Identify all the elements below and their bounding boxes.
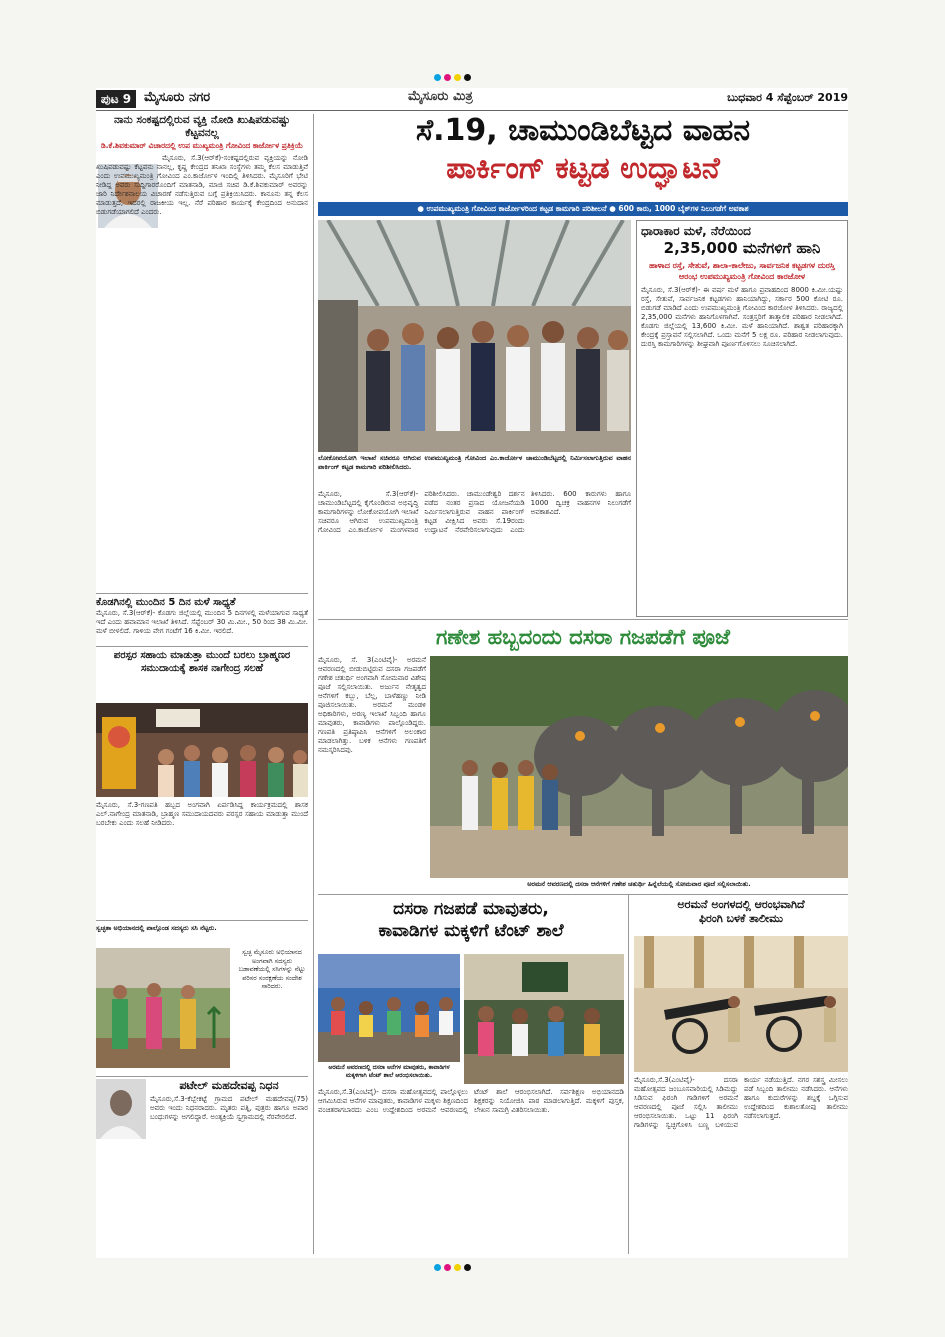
- article-rain-damage: [641, 224, 843, 612]
- lead-photo-caption: ಲೋಕೋಪಯೋಗಿ ಇಲಾಖೆ ಸಚಿವರೂ ಆಗಿರುವ ಉಪಮುಖ್ಯಮಂತ್ರಿ ಗೋವಿಂದ ಎಂ.ಕಾರ್ಜೋಳ ಚಾಮುಂಡಿಬೆಟ್ಟದಲ್ಲಿ ನಿರ್ಮಿಸಲಾಗುತ್ತಿರುವ ವಾಹನ ಪಾರ್ಕಿಂಗ್ ಕಟ್ಟಡ ಕಾಮಗಾರಿ ಪರಿಶೀಲಿಸಿದರು.: [318, 454, 631, 471]
- elephants-photo-caption: ಅರಮನೆ ಆವರಣದಲ್ಲಿ ದಸರಾ ಆನೆಗಳಿಗೆ ಗಣೇಶ ಚತುರ್ಥಿ ಹಿನ್ನೆಲೆಯಲ್ಲಿ ಸೋಮವಾರ ಪೂಜೆ ಸಲ್ಲಿಸಲಾಯಿತು.: [527, 880, 751, 888]
- tent-body-lower: [318, 1088, 624, 1254]
- ganesha-headline: ಗಣೇಶ ಹಬ್ಬದಂದು ದಸರಾ ಗಜಪಡೆಗೆ ಪೂಜೆ: [436, 625, 730, 649]
- body-text: ಮೈಸೂರು, ಸೆ.3(ಆರ್‌ಕೆ)- ಕೊಡಗು ಜಿಲ್ಲೆಯಲ್ಲಿ ಮುಂದಿನ 5 ದಿನಗಳಲ್ಲಿ ಮಳೆಯಾಗುವ ಸಾಧ್ಯತೆ ಇದೆ ಎಂದು ಹವಾಮಾನ ಇಲಾಖೆ ತಿಳಿಸಿದೆ. ಸೆಪ್ಟೆಂಬರ್ 30 ಮಿ.ಮೀ., 50 ರಿಂದ 38 ಮಿ.ಮೀ. ಮಳೆ ಬೀಳಲಿದೆ. ಗಾಳಿಯ ವೇಗ ಗಂಟೆಗೆ 16 ಕಿ.ಮೀ. ಇರಲಿದೆ.: [96, 609, 308, 635]
- obituary-photo: [96, 1079, 146, 1139]
- registration-marks-bottom: [434, 1264, 474, 1271]
- article-shivakumar: [96, 114, 308, 290]
- headline: ಪರಸ್ಪರ ಸಹಾಯ ಮಾಡುತ್ತಾ ಮುಂದೆ ಬರಲು ಬ್ರಾಹ್ಮಣರ ಸಮುದಾಯಕ್ಕೆ ಶಾಸಕ ನಾಗೇಂದ್ರ ಸಲಹೆ: [113, 650, 291, 674]
- article-obituary: [96, 1079, 308, 1255]
- tent-school-photo-2: [464, 954, 624, 1084]
- headline-line2: 2,35,000 ಮನೆಗಳಿಗೆ ಹಾನಿ: [663, 239, 821, 257]
- headline: ಪಟೇಲ್ ಮಹದೇವಪ್ಪ ನಿಧನ: [179, 1079, 279, 1092]
- ganesha-body-text: ಮೈಸೂರು, ಸೆ. 3(ಎಂಟಿವೈ)- ಅರಮನೆ ಆವರಣದಲ್ಲಿ ಬೀಡುಬಿಟ್ಟಿರುವ ದಸರಾ ಗಜಪಡೆಗೆ ಗಣೇಶ ಚತುರ್ಥಿ ಅಂಗವಾಗಿ ಸೋಮವಾರ ವಿಶೇಷ ಪೂಜೆ ಸಲ್ಲಿಸಲಾಯಿತು. ಅರ್ಜುನ ನೇತೃತ್ವದ ಆನೆಗಳಿಗೆ ಕಬ್ಬು, ಬೆಲ್ಲ, ಬಾಳೆಹಣ್ಣು ನೀಡಿ ಪೂಜಿಸಲಾಯಿತು. ಅರಮನೆ ಮಂಡಳಿ ಅಧಿಕಾರಿಗಳು, ಅರಣ್ಯ ಇಲಾಖೆ ಸಿಬ್ಬಂದಿ ಹಾಗೂ ಮಾವುತರು, ಕಾವಾಡಿಗಳು ಪಾಲ್ಗೊಂಡಿದ್ದರು. ಗಣಪತಿ ಪ್ರತಿಷ್ಠಾಪಿಸಿ ಆನೆಗಳಿಗೆ ಅಲಂಕಾರ ಮಾಡಲಾಗಿತ್ತು. ಬಳಿಕ ಆನೆಗಳು ಗಣಪತಿಗೆ ನಮಸ್ಕರಿಸಿದವು.: [318, 656, 426, 754]
- tent-headline-line2: ಕಾವಾಡಿಗಳ ಮಕ್ಕಳಿಗೆ ಟೆಂಟ್ ಶಾಲೆ: [378, 921, 564, 941]
- strap-text: ● ಉಪಮುಖ್ಯಮಂತ್ರಿ ಗೋವಿಂದ ಕಾರ್ಜೋಳರಿಂದ ಕಟ್ಟಡ ಕಾಮಗಾರಿ ಪರಿಶೀಲನೆ ● 600 ಕಾರು, 1000 ಬೈಕ್‌ಗಳ ನಿಲುಗಡೆಗೆ ಅವಕಾಶ: [417, 204, 749, 213]
- headline: ಕೊಡಗಿನಲ್ಲಿ ಮುಂದಿನ 5 ದಿನ ಮಳೆ ಸಾಧ್ಯತೆ: [96, 597, 236, 608]
- lead-headline-line2: ಪಾರ್ಕಿಂಗ್ ಕಟ್ಟಡ ಉದ್ಘಾಟನೆ: [446, 151, 720, 186]
- registration-marks-top: [434, 74, 474, 81]
- lead-photo: [318, 220, 631, 452]
- folio-bar: [96, 88, 848, 111]
- cannon-body: [634, 1076, 848, 1254]
- cannon-headline-line1: ಅರಮನೆ ಅಂಗಳದಲ್ಲಿ ಆರಂಭವಾಗಿದೆ: [677, 898, 805, 911]
- headline-line1: ಧಾರಾಕಾರ ಮಳೆ, ನೆರೆಯಿಂದ: [641, 224, 751, 238]
- ganesha-headline-block: [318, 622, 848, 652]
- cannon-headline-line2: ಫಿರಂಗಿ ಬಳಕೆ ತಾಲೀಮು: [698, 912, 784, 925]
- planting-photo: [96, 948, 230, 1068]
- page-number: ಪುಟ 9: [96, 90, 136, 108]
- photo-caption: ಸ್ವಚ್ಛತಾ ಅಭಿಯಾನದಲ್ಲಿ ಪಾಲ್ಗೊಂಡ ಸದಸ್ಯರು ಸಸಿ ನೆಟ್ಟರು.: [96, 924, 217, 932]
- article-cleanliness: [96, 924, 308, 1074]
- body-text: ಮೈಸೂರು,ಸೆ.3-ಕೆಬ್ಬೇಕಟ್ಟೆ ಗ್ರಾಮದ ಪಟೇಲ್ ಮಹದೇವಪ್ಪ(75) ಅವರು ಇಂದು ನಿಧನರಾದರು. ಮೃತರು ಪತ್ನಿ, ಪುತ್ರರು ಹಾಗೂ ಅಪಾರ ಬಂಧುಗಳನ್ನು ಅಗಲಿದ್ದಾರೆ. ಅಂತ್ಯಕ್ರಿಯೆ ಸ್ವಗ್ರಾಮದಲ್ಲಿ ನೆರವೇರಲಿದೆ.: [150, 1095, 308, 1121]
- cannon-body-text: ಮೈಸೂರು,ಸೆ.3(ಎಂಟಿವೈ)- ದಸರಾ ಮಹೋತ್ಸವದ ಜಂಬೂಸವಾರಿಯಲ್ಲಿ ಸಿಡಿಮದ್ದು ಸಿಡಿಸುವ ಫಿರಂಗಿ ಗಾಡಿಗಳಿಗೆ ಅರಮನೆ ಆವರಣದಲ್ಲಿ ಪೂಜೆ ಸಲ್ಲಿಸಿ ತಾಲೀಮು ಆರಂಭಿಸಲಾಯಿತು. ಒಟ್ಟು 11 ಫಿರಂಗಿ ಗಾಡಿಗಳನ್ನು ಸ್ವಚ್ಛಗೊಳಿಸಿ ಬಣ್ಣ ಬಳಿಯುವ ಕಾರ್ಯ ನಡೆಯುತ್ತಿದೆ. ನಗರ ಸಶಸ್ತ್ರ ಮೀಸಲು ಪಡೆ ಸಿಬ್ಬಂದಿ ತಾಲೀಮು ನಡೆಸಿದರು. ಆನೆಗಳು ಹಾಗೂ ಕುದುರೆಗಳನ್ನು ಶಬ್ದಕ್ಕೆ ಒಗ್ಗಿಸುವ ಉದ್ದೇಶದಿಂದ ಕುಶಾಲತೋಪು ತಾಲೀಮು ನಡೆಸಲಾಗುತ್ತದೆ.: [634, 1076, 848, 1129]
- tent-body-text: ಮೈಸೂರು,ಸೆ.3(ಎಂಟಿವೈ)- ದಸರಾ ಮಹೋತ್ಸವದಲ್ಲಿ ಪಾಲ್ಗೊಳ್ಳಲು ಆಗಮಿಸಿರುವ ಆನೆಗಳ ಮಾವುತರು, ಕಾವಾಡಿಗಳ ಮಕ್ಕಳು ಶಿಕ್ಷಣದಿಂದ ವಂಚಿತರಾಗಬಾರದು ಎಂಬ ಉದ್ದೇಶದಿಂದ ಅರಮನೆ ಆವರಣದಲ್ಲಿ ಟೆಂಟ್ ಶಾಲೆ ಆರಂಭಿಸಲಾಗಿದೆ. ಸರ್ವಶಿಕ್ಷಣ ಅಭಿಯಾನದಡಿ ಶಿಕ್ಷಕರನ್ನು ನಿಯೋಜಿಸಿ ಪಾಠ ಮಾಡಲಾಗುತ್ತಿದೆ. ಮಕ್ಕಳಿಗೆ ಪುಸ್ತಕ, ಲೇಖನ ಸಾಮಗ್ರಿ ವಿತರಿಸಲಾಯಿತು.: [318, 1088, 624, 1114]
- ganesha-body: [318, 656, 426, 876]
- body-text: ಮೈಸೂರು, ಸೆ.3(ಆರ್‌ಕೆ)- ಈ ವರ್ಷ ಮಳೆ ಹಾಗೂ ಪ್ರವಾಹದಿಂದ 8000 ಕಿ.ಮೀ.ಯಷ್ಟು ರಸ್ತೆ, ಸೇತುವೆ, ಸಾರ್ವಜನಿಕ ಕಟ್ಟಡಗಳು ಹಾನಿಯಾಗಿದ್ದು, ಸರ್ಕಾರ 500 ಕೋಟಿ ರೂ. ಬಿಡುಗಡೆ ಮಾಡಿದೆ ಎಂದು ಉಪಮುಖ್ಯಮಂತ್ರಿ ಗೋವಿಂದ ಕಾರಜೋಳ ತಿಳಿಸಿದರು. ರಾಜ್ಯದಲ್ಲಿ 2,35,000 ಮನೆಗಳು ಹಾನಿಗೊಳಗಾಗಿವೆ. ಸಂತ್ರಸ್ತರಿಗೆ ತಾತ್ಕಾಲಿಕ ಪರಿಹಾರ ನೀಡಲಾಗಿದೆ. ಕೊಡಗು ಜಿಲ್ಲೆಯಲ್ಲಿ 13,600 ಕಿ.ಮೀ. ಮಳೆ ಹಾನಿಯಾಗಿದೆ. ಶಾಶ್ವತ ಪರಿಹಾರಕ್ಕಾಗಿ ಕೇಂದ್ರಕ್ಕೆ ಪ್ರಸ್ತಾವನೆ ಸಲ್ಲಿಸಲಾಗಿದೆ. ಒಂದು ಮನೆಗೆ 5 ಲಕ್ಷ ರೂ. ಪರಿಹಾರ ನೀಡಲಾಗುವುದು. ದುರಸ್ತಿ ಕಾಮಗಾರಿಗಳನ್ನು ಶೀಘ್ರವಾಗಿ ಪೂರ್ಣಗೊಳಿಸಲು ಸೂಚಿಸಲಾಗಿದೆ.: [641, 286, 843, 348]
- elephants-photo: [430, 656, 848, 878]
- cannon-photo: [634, 936, 848, 1072]
- newspaper-name: ಮೈಸೂರು ಮಿತ್ರ: [408, 89, 473, 104]
- cannon-headline-block: [634, 898, 848, 934]
- subheadline: ಹಾಳಾದ ರಸ್ತೆ, ಸೇತುವೆ, ಶಾಲಾ-ಕಾಲೇಜು, ಸಾರ್ವಜನಿಕ ಕಟ್ಟಡಗಳ ದುರಸ್ತಿ ಆರಂಭ ಉಪಮುಖ್ಯಮಂತ್ರಿ ಗೋವಿಂದ ಕಾರಜೋಳ: [649, 261, 835, 281]
- tent-school-photo: [318, 954, 460, 1062]
- newspaper-page: [96, 88, 848, 1258]
- body-text: ಮೈಸೂರು, ಸೆ.3(ಆರ್‌ಕೆ)-ಸಂಕಷ್ಟದಲ್ಲಿರುವ ವ್ಯಕ್ತಿಯನ್ನು ನೋಡಿ ಖುಷಿಪಡುವಷ್ಟು ಕೆಟ್ಟವನು ನಾನಲ್ಲ, ಕೃಷ್ಣ ಕೇಂದ್ರದ ತನಿಖಾ ಸಂಸ್ಥೆಗಳು ತಮ್ಮ ಕೆಲಸ ಮಾಡುತ್ತಿವೆ ಎಂದು ಉಪಮುಖ್ಯಮಂತ್ರಿ ಗೋವಿಂದ ಎಂ.ಕಾರ್ಜೋಳ ಇಂದಿಲ್ಲಿ ತಿಳಿಸಿದರು. ಮೈಸೂರಿಗೆ ಭೇಟಿ ನೀಡಿದ್ದ ಅವರು ಸುದ್ದಿಗಾರರೊಂದಿಗೆ ಮಾತನಾಡಿ, ಮಾಜಿ ಸಚಿವ ಡಿ.ಕೆ.ಶಿವಕುಮಾರ್ ಅವರನ್ನು ಜಾರಿ ನಿರ್ದೇಶನಾಲಯ ವಿಚಾರಣೆ ನಡೆಸುತ್ತಿರುವ ಬಗ್ಗೆ ಪ್ರತಿಕ್ರಿಯಿಸಿದರು. ಕಾನೂನು ತನ್ನ ಕೆಲಸ ಮಾಡುತ್ತದೆ, ಇದರಲ್ಲಿ ರಾಜಕೀಯ ಇಲ್ಲ. ನೆರೆ ಪರಿಹಾರ ಕಾರ್ಯಕ್ಕೆ ಕೇಂದ್ರದಿಂದ ಅನುದಾನ ಬಿಡುಗಡೆಯಾಗಲಿದೆ ಎಂದರು.: [96, 154, 308, 216]
- tent-headline-line1: ದಸರಾ ಗಜಪಡೆ ಮಾವುತರು,: [393, 899, 549, 919]
- lead-body-text: ಮೈಸೂರು, ಸೆ.3(ಆರ್‌ಕೆ)- ಚಾಮುಂಡಿಬೆಟ್ಟದಲ್ಲಿ ಕೈಗೊಂಡಿರುವ ಅಭಿವೃದ್ಧಿ ಕಾಮಗಾರಿಗಳನ್ನು ಲೋಕೋಪಯೋಗಿ ಇಲಾಖೆ ಸಚಿವರೂ ಆಗಿರುವ ಉಪಮುಖ್ಯಮಂತ್ರಿ ಗೋವಿಂದ ಎಂ.ಕಾರ್ಜೋಳ ಮಂಗಳವಾರ ಪರಿಶೀಲಿಸಿದರು. ಚಾಮುಂಡೇಶ್ವರಿ ದರ್ಶನ ಪಡೆದ ನಂತರ ಪ್ರಸಾದ ಯೋಜನೆಯಡಿ ನಿರ್ಮಿಸಲಾಗುತ್ತಿರುವ ವಾಹನ ಪಾರ್ಕಿಂಗ್ ಕಟ್ಟಡ ವೀಕ್ಷಿಸಿದ ಅವರು ಸೆ.19ರಂದು ಉದ್ಘಾಟನೆ ನೆರವೇರಿಸಲಾಗುವುದು ಎಂದು ತಿಳಿಸಿದರು. 600 ಕಾರುಗಳು ಹಾಗೂ 1000 ದ್ವಿಚಕ್ರ ವಾಹನಗಳ ನಿಲುಗಡೆಗೆ ಅವಕಾಶವಿದೆ.: [318, 490, 631, 534]
- article-brahmin-community: [96, 649, 308, 919]
- lead-strap: [318, 202, 848, 216]
- section-name: ಮೈಸೂರು ನಗರ: [144, 90, 211, 105]
- lead-body: [318, 490, 631, 616]
- event-photo: [96, 703, 308, 797]
- lead-headline-line1: ಸೆ.19, ಚಾಮುಂಡಿಬೆಟ್ಟದ ವಾಹನ: [415, 113, 751, 148]
- subheadline: ಡಿ.ಕೆ.ಶಿವಕುಮಾರ್ ವಿಚಾರದಲ್ಲಿ ಉಪ ಮುಖ್ಯಮಂತ್ರಿ ಗೋವಿಂದ ಕಾರ್ಜೋಳ ಪ್ರತಿಕ್ರಿಯೆ: [100, 141, 304, 150]
- issue-date: ಬುಧವಾರ 4 ಸೆಪ್ಟೆಂಬರ್ 2019: [727, 91, 848, 104]
- headline: ನಾನು ಸಂಕಷ್ಟದಲ್ಲಿರುವ ವ್ಯಕ್ತಿ ನೋಡಿ ಖುಷಿಪಡುವಷ್ಟು ಕೆಟ್ಟವನಲ್ಲ: [114, 114, 290, 139]
- tent-headline-block: [318, 898, 624, 954]
- body-text: ಮೈಸೂರು, ಸೆ.3-ಗಣಪತಿ ಹಬ್ಬದ ಅಂಗವಾಗಿ ಏರ್ಪಡಿಸಿದ್ದ ಕಾರ್ಯಕ್ರಮದಲ್ಲಿ ಶಾಸಕ ಎಲ್.ನಾಗೇಂದ್ರ ಮಾತನಾಡಿ, ಬ್ರಾಹ್ಮಣ ಸಮುದಾಯದವರು ಪರಸ್ಪರ ಸಹಾಯ ಮಾಡುತ್ತಾ ಮುಂದೆ ಬರಬೇಕು ಎಂದು ಸಲಹೆ ನೀಡಿದರು.: [96, 801, 308, 827]
- body-text: ಸ್ವಚ್ಛ ಮೈಸೂರು ಅಭಿಯಾನದ ಅಂಗವಾಗಿ ಸದಸ್ಯರು ಬಡಾವಣೆಯಲ್ಲಿ ಸಸಿಗಳನ್ನು ನೆಟ್ಟು ಪರಿಸರ ಸಂರಕ್ಷಣೆಯ ಸಂದೇಶ ಸಾರಿದರು.: [238, 948, 306, 990]
- lead-headline-block: [318, 112, 848, 202]
- tent-photo-caption: ಅರಮನೆ ಆವರಣದಲ್ಲಿ ದಸರಾ ಆನೆಗಳ ಮಾವುತರು, ಕಾವಾಡಿಗಳ ಮಕ್ಕಳಿಗಾಗಿ ಟೆಂಟ್ ಶಾಲೆ ಆರಂಭಿಸಲಾಯಿತು.: [328, 1064, 450, 1079]
